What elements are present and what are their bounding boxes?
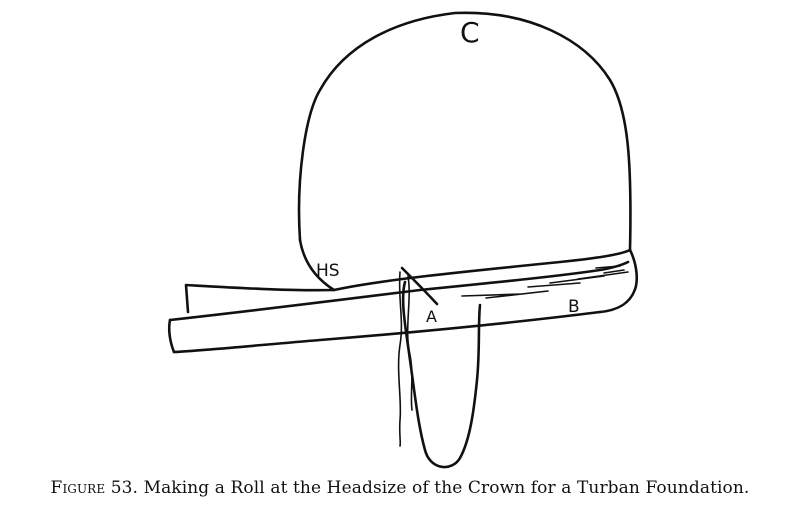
label-headsize: HS [316, 261, 340, 281]
label-point-a: A [426, 307, 437, 326]
figure-caption [0, 478, 800, 498]
roll-right-end [600, 250, 637, 312]
hanging-fabric-strand-mid [408, 276, 412, 410]
caption-text: Making a Roll at the Headsize of the Crown for a Turban Foundation. [143, 478, 750, 498]
hanging-fabric-strand-left [399, 272, 402, 446]
label-point-b: B [568, 297, 580, 317]
roll-left-lower-tip [169, 320, 174, 352]
pointer-line-a [402, 268, 437, 304]
hanging-fabric-loop [403, 282, 480, 467]
caption-figure-number: 53. [110, 478, 139, 498]
roll-left-flap [186, 285, 334, 312]
label-crown: C [460, 16, 480, 49]
caption-figure-word: Figure [50, 478, 106, 498]
roll-lower-edge [174, 312, 600, 352]
